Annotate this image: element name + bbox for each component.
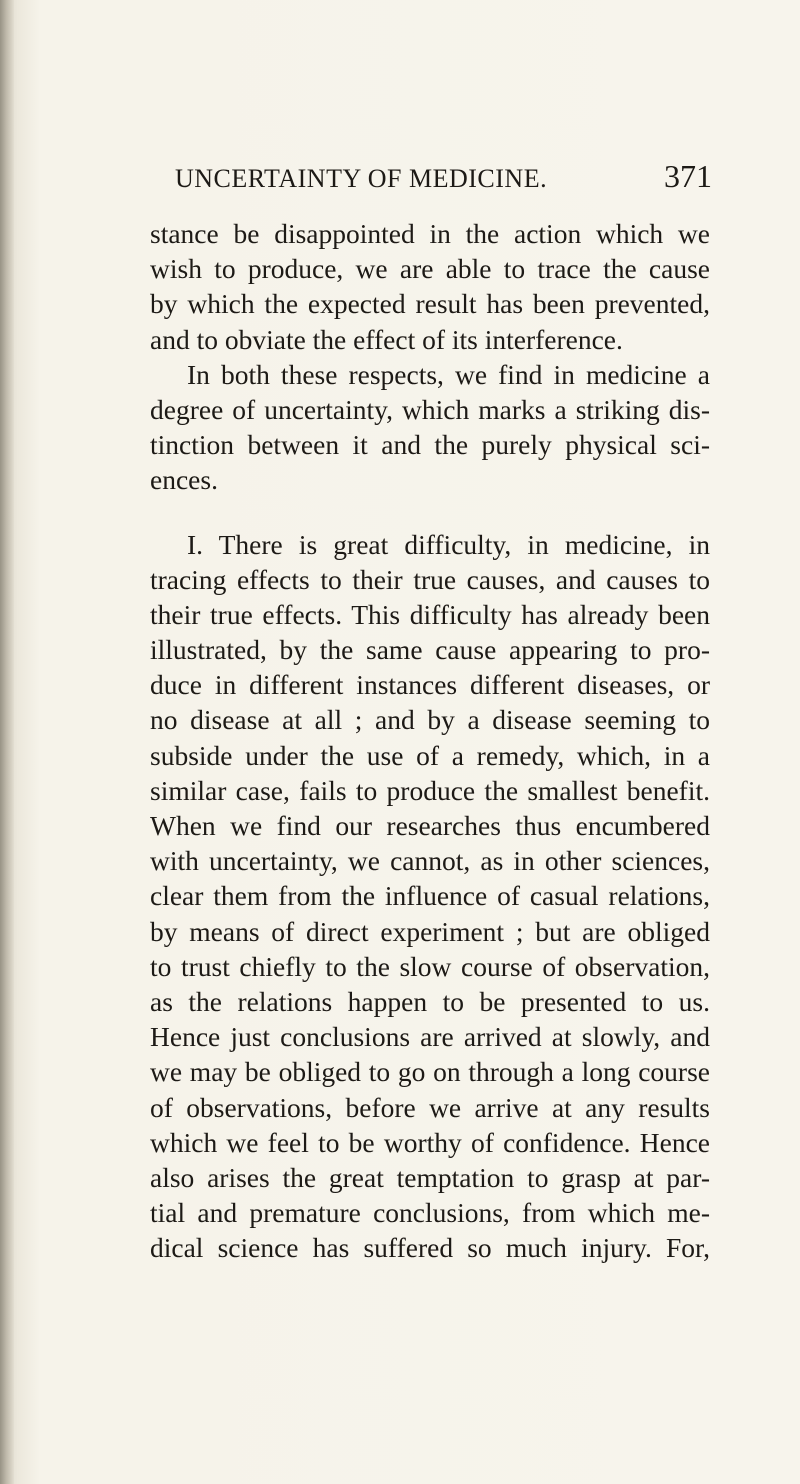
text-line: as the relations happen to be presented to us. xyxy=(150,985,710,1017)
paragraph xyxy=(150,216,710,357)
text-line: tracing effects to their true causes, and causes to xyxy=(150,563,710,595)
text-line: tinction between it and the purely physical sci- xyxy=(150,429,710,461)
text-line: wish to produce, we are able to trace the cause xyxy=(150,253,710,285)
text-line: and to obviate the effect of its interference. xyxy=(150,323,623,355)
text-line: their true effects. This difficulty has already been xyxy=(150,598,710,630)
text-line: of observations, before we arrive at any results xyxy=(150,1091,710,1123)
running-title: UNCERTAINTY OF MEDICINE. xyxy=(175,164,548,193)
text-line: subside under the use of a remedy, which, in a xyxy=(150,739,710,771)
page-binding-edge xyxy=(0,0,14,1484)
text-line: clear them from the influence of casual relations, xyxy=(150,880,710,912)
text-line: illustrated, by the same cause appearing to pro- xyxy=(150,634,710,666)
text-line: similar case, fails to produce the smallest benefit. xyxy=(150,774,710,806)
text-line: tial and premature conclusions, from which me- xyxy=(150,1197,710,1229)
text-line: which we feel to be worthy of confidence. Hence xyxy=(150,1126,710,1158)
running-head xyxy=(0,158,800,198)
text-line: I. There is great difficulty, in medicine, in xyxy=(187,528,710,560)
paragraph-gap xyxy=(150,498,710,527)
text-line: ences. xyxy=(150,464,218,496)
text-line: to trust chiefly to the slow course of observation, xyxy=(150,950,710,982)
text-line: dical science has suffered so much injury. For, xyxy=(150,1232,710,1264)
text-line: degree of uncertainty, which marks a striking dis- xyxy=(150,393,710,425)
text-line: duce in different instances different diseases, or xyxy=(150,669,710,701)
text-line: In both these respects, we find in medicine a xyxy=(187,358,710,390)
text-line: by means of direct experiment ; but are obliged xyxy=(150,915,710,947)
text-line: Hence just conclusions are arrived at slowly, and xyxy=(150,1021,710,1053)
text-line: we may be obliged to go on through a long course xyxy=(150,1056,710,1088)
text-line: When we find our researches thus encumbered xyxy=(150,810,710,841)
text-line: no disease at all ; and by a disease seeming to xyxy=(150,704,710,736)
page-number: 371 xyxy=(664,158,712,194)
body-text xyxy=(150,216,710,1265)
paragraph xyxy=(150,357,710,498)
text-line: stance be disappointed in the action which we xyxy=(150,218,710,249)
text-line: with uncertainty, we cannot, as in other sciences, xyxy=(150,845,710,877)
paragraph xyxy=(150,527,710,1266)
text-line: by which the expected result has been prevented, xyxy=(150,288,710,320)
text-line: also arises the great temptation to grasp at par- xyxy=(150,1161,710,1193)
